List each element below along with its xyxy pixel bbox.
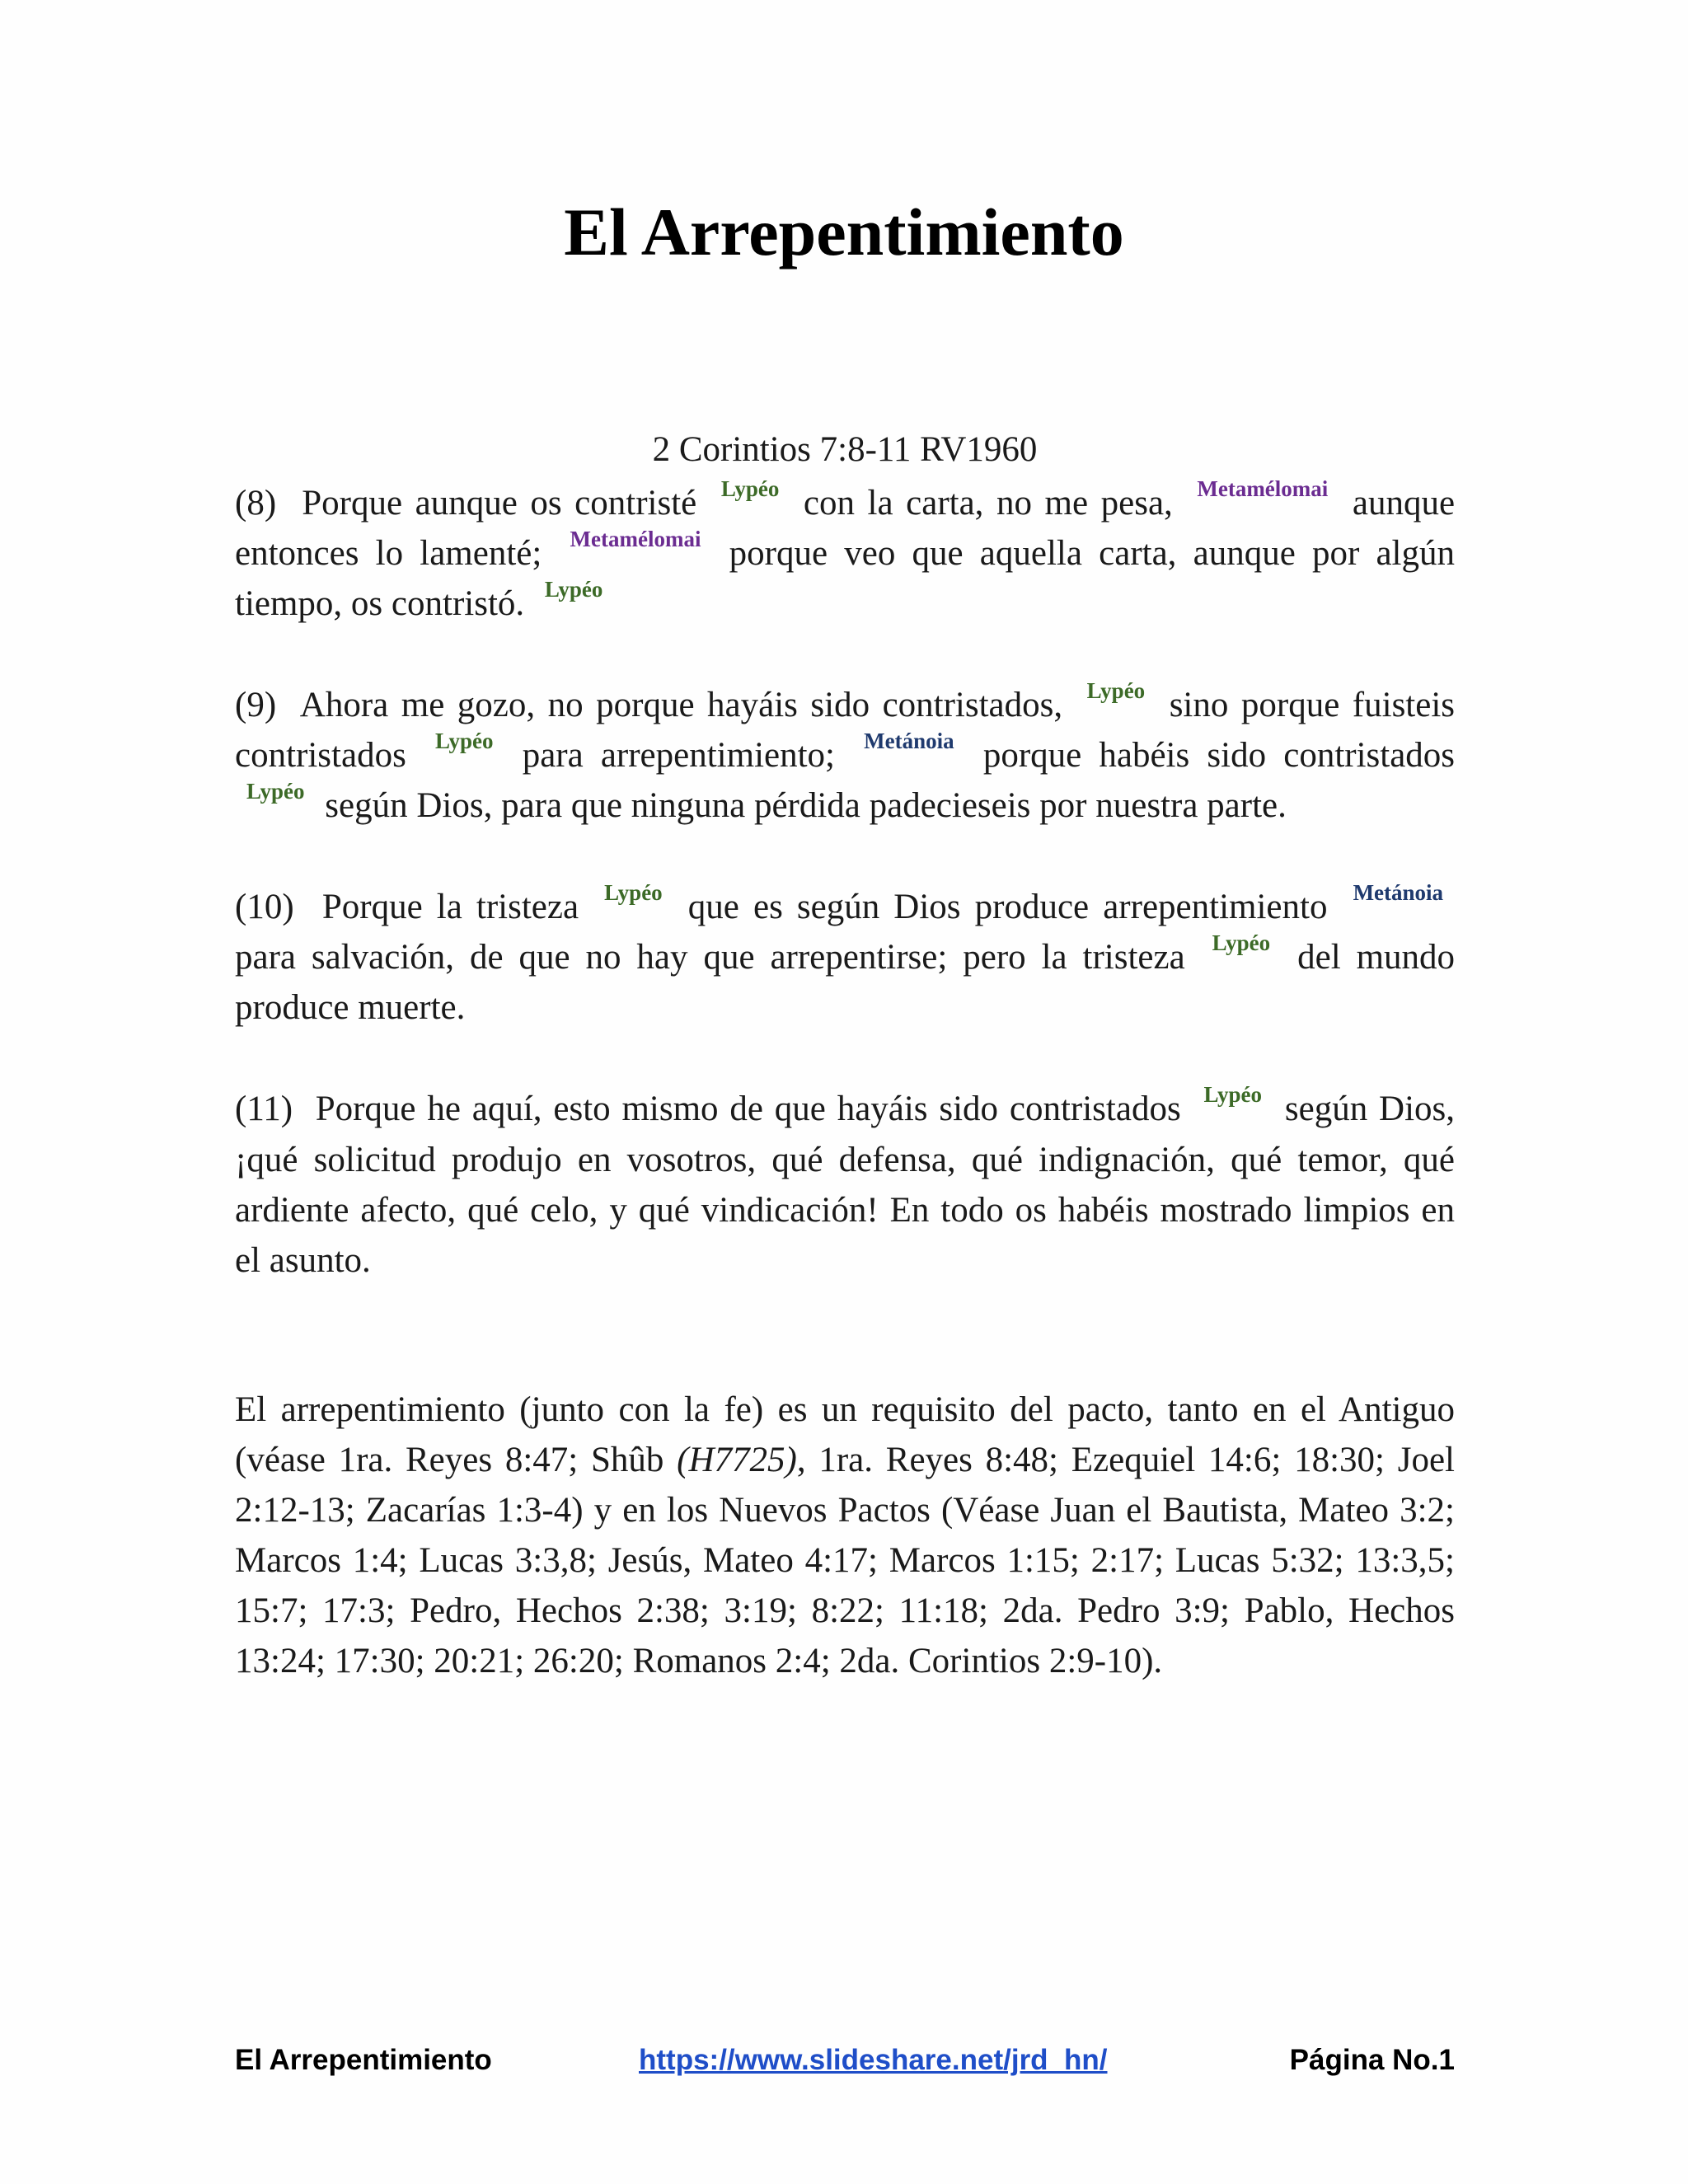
commentary-paragraph (235, 1385, 1455, 1686)
verse-11 (235, 1084, 1455, 1285)
hebrew-term-shub: Shûb (590, 1440, 664, 1479)
verse-text: que es según Dios produce arrepentimiento (687, 888, 1328, 927)
verse-text: para arrepentimiento; (522, 736, 835, 776)
verse-text: según Dios, para que ninguna pérdida padecieseis por nuestra parte. (325, 786, 1287, 826)
verse-text: porque veo que aquella carta, aunque por algún tiempo, os contristó. (235, 534, 1456, 624)
greek-term-lypeo: Lypéo (1212, 930, 1271, 956)
strongs-number: (H7725) (677, 1440, 797, 1479)
greek-term-metamelomai: Metamélomai (1197, 476, 1329, 502)
footer-link[interactable]: https://www.slideshare.net/jrd_hn/ (639, 2044, 1108, 2076)
greek-term-metamelomai: Metamélomai (570, 527, 701, 552)
paragraph-text: El arrepentimiento (junto con la fe) es un requisito del pacto, tanto en el Antiguo (véase 1ra. Reyes 8:47; (235, 1390, 1455, 1479)
verse-text: con la carta, no me pesa, (803, 484, 1173, 523)
page-number: Página No.1 (1289, 2044, 1455, 2076)
greek-term-lypeo: Lypéo (434, 729, 494, 754)
greek-term-lypeo: Lypéo (246, 779, 305, 804)
verse-text: Porque he aquí, esto mismo de que hayáis sido contristados (315, 1090, 1181, 1129)
verse-number: (9) (235, 686, 277, 725)
footer-title: El Arrepentimiento (235, 2044, 492, 2076)
verse-text: Porque la tristeza (321, 888, 579, 927)
verse-8 (235, 478, 1455, 629)
greek-term-lypeo: Lypéo (544, 577, 603, 602)
greek-term-metanoia: Metánoia (1353, 880, 1444, 906)
verse-9 (235, 680, 1455, 831)
greek-term-lypeo: Lypéo (720, 476, 780, 502)
verse-text: porque habéis sido contristados (982, 736, 1456, 776)
greek-term-lypeo: Lypéo (1203, 1082, 1263, 1108)
scripture-reference: 2 Corintios 7:8-11 RV1960 (652, 430, 1038, 469)
greek-term-lypeo: Lypéo (1086, 678, 1146, 704)
verse-text: aunque entonces lo lamenté; (235, 484, 1456, 574)
verse-text: según Dios, ¡qué solicitud produjo en vosotros, qué defensa, qué indignación, qué temor, qué ardiente afecto, qué celo, y qué vindicación! En todo os habéis mostrado limpios en el asunto. (235, 1090, 1456, 1280)
document-body (235, 424, 1455, 1722)
verse-text: del mundo produce muerte. (235, 938, 1456, 1028)
paragraph-text: , 1ra. Reyes 8:48; Ezequiel 14:6; 18:30; Joel 2:12-13; Zacarías 1:3-4) y en los Nuevos Pactos (Véase Juan el Bautista, Mateo 3:2; Marcos 1:4; Lucas 3:3,8; Jesús, Mateo 4:17; Marcos 1:15; 2:17; Lucas 5:32; 13:3,5; 15:7; 17:3; Pedro, Hechos 2:38; 3:19; 8:22; 11:18; 2da. Pedro 3:9; Pablo, Hechos 13:24; 17:30; 20:21; 26:20; Romanos 2:4; 2da. Corintios 2:9-10). (235, 1440, 1455, 1680)
verse-10 (235, 882, 1455, 1033)
verse-text: sino porque fuisteis contristados (235, 686, 1456, 776)
verse-number: (10) (235, 888, 294, 927)
verse-text: para salvación, de que no hay que arrepentirse; pero la tristeza (235, 938, 1185, 977)
greek-term-lypeo: Lypéo (604, 880, 663, 906)
verse-number: (11) (235, 1090, 293, 1129)
verse-number: (8) (235, 484, 277, 523)
verse-text: Ahora me gozo, no porque hayáis sido contristados, (299, 686, 1063, 725)
page-title: El Arrepentimiento (564, 194, 1124, 269)
greek-term-metanoia: Metánoia (864, 729, 954, 754)
verse-text: Porque aunque os contristé (302, 484, 697, 523)
